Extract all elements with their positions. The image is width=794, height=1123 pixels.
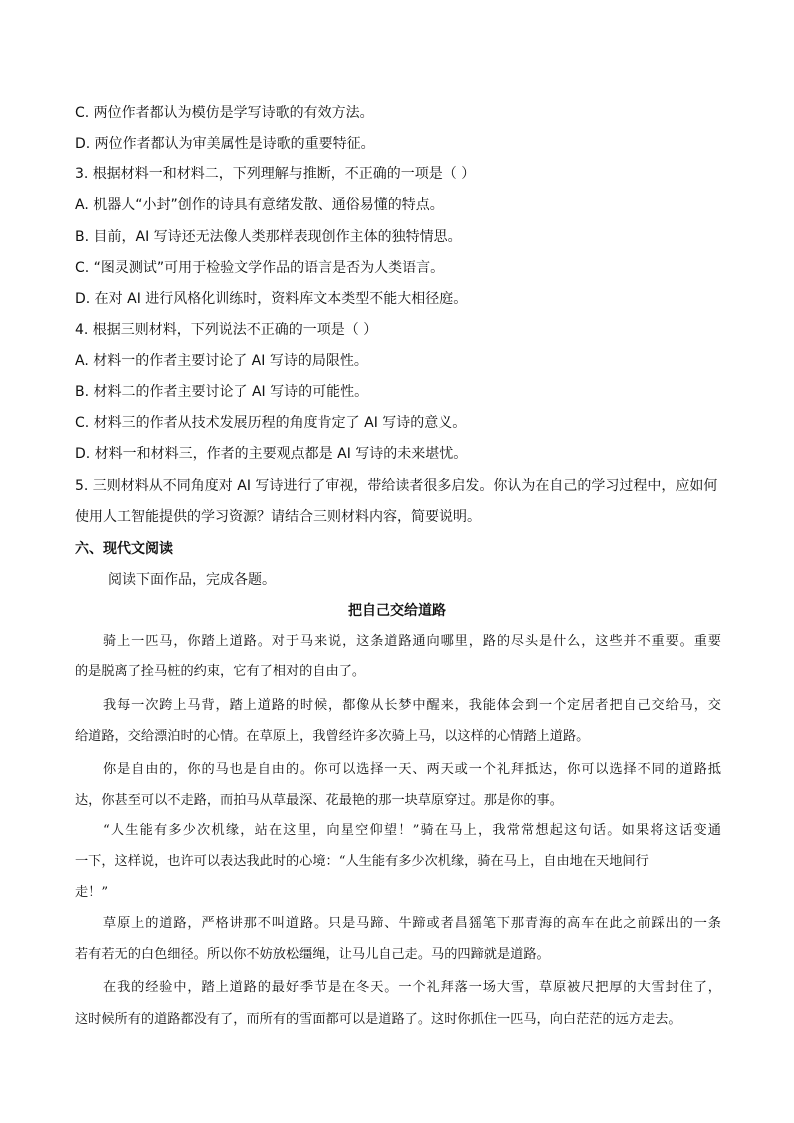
q3-stem: 3. 根据材料一和材料二，下列理解与推断，不正确的一项是（ ） — [75, 166, 476, 182]
article-line: 给道路，交给漂泊时的心情。在草原上，我曾经许多次骑上马，以这样的心情踏上道路。 — [75, 729, 590, 744]
q4-option-a: A. 材料一的作者主要讨论了 AI 写诗的局限性。 — [75, 353, 368, 369]
q3-option-d: D. 在对 AI 进行风格化训练时，资料库文本类型不能大相径庭。 — [75, 291, 468, 307]
article-line: 若有若无的白色细径。所以你不妨放松缰绳，让马儿自己走。马的四蹄就是道路。 — [75, 947, 550, 962]
reading-instruction: 阅读下面作品，完成各题。 — [108, 572, 276, 588]
section-title: 六、现代文阅读 — [75, 541, 173, 557]
q3-option-a: A. 机器人“小封”创作的诗具有意绪发散、通俗易懂的特点。 — [75, 197, 444, 213]
article-line: 的是脱离了拴马桩的约束，它有了相对的自由了。 — [75, 664, 366, 679]
q2-option-d: D. 两位作者都认为审美属性是诗歌的重要特征。 — [75, 136, 375, 152]
article-line: 骑上一匹马，你踏上道路。对于马来说，这条道路通向哪里，路的尽头是什么，这些并不重要。重要 — [103, 634, 721, 649]
article-line: 我每一次跨上马背，踏上道路的时候，都像从长梦中醒来，我能体会到一个定居者把自己交给马，交 — [103, 698, 721, 713]
article-line: 一下，这样说，也许可以表达我此时的心境：“人生能有多少次机缘，骑在马上，自由地在天地间行 — [75, 854, 649, 869]
q4-option-d: D. 材料一和材料三，作者的主要观点都是 AI 写诗的未来堪忧。 — [75, 446, 468, 462]
q4-stem: 4. 根据三则材料，下列说法不正确的一项是（ ） — [75, 322, 378, 338]
article-line: 走！” — [75, 885, 109, 900]
q3-option-b: B. 目前，AI 写诗还无法像人类那样表现创作主体的独特情思。 — [75, 229, 462, 245]
article-line: 草原上的道路，严格讲那不叫道路。只是马蹄、牛蹄或者昌猺笔下那青海的高车在此之前踩出的一条 — [103, 916, 721, 931]
article-line: 达，你甚至可以不走路，而拍马从草最深、花最艳的那一块草原穿过。那是你的事。 — [75, 793, 563, 808]
article-line: 在我的经验中，踏上道路的最好季节是在冬天。一个礼拜落一场大雪，草原被尺把厚的大雪封住了， — [103, 980, 721, 995]
q5-stem-line1: 5. 三则材料从不同角度对 AI 写诗进行了审视，带给读者很多启发。你认为在自己的学习过程中，应如何 — [75, 478, 718, 494]
article-line: “人生能有多少次机缘，站在这里，向星空仰望！”骑在马上，我常常想起这句话。如果将这话变通 — [103, 823, 721, 838]
article-line: 你是自由的，你的马也是自由的。你可以选择一天、两天或一个礼拜抵达，你可以选择不同的道路抵 — [103, 762, 721, 777]
q4-option-b: B. 材料二的作者主要讨论了 AI 写诗的可能性。 — [75, 384, 369, 400]
q2-option-c: C. 两位作者都认为模仿是学写诗歌的有效方法。 — [75, 105, 374, 121]
q5-stem-line2: 使用人工智能提供的学习资源？请结合三则材料内容，简要说明。 — [75, 509, 481, 525]
article-title: 把自己交给道路 — [348, 603, 446, 619]
q3-option-c: C. “图灵测试”可用于检验文学作品的语言是否为人类语言。 — [75, 260, 445, 276]
q4-option-c: C. 材料三的作者从技术发展历程的角度肯定了 AI 写诗的意义。 — [75, 415, 467, 431]
article-line: 这时候所有的道路都没有了，而所有的雪面都可以是道路了。这时你抓住一匹马，向白茫茫的远方走去。 — [75, 1012, 682, 1027]
